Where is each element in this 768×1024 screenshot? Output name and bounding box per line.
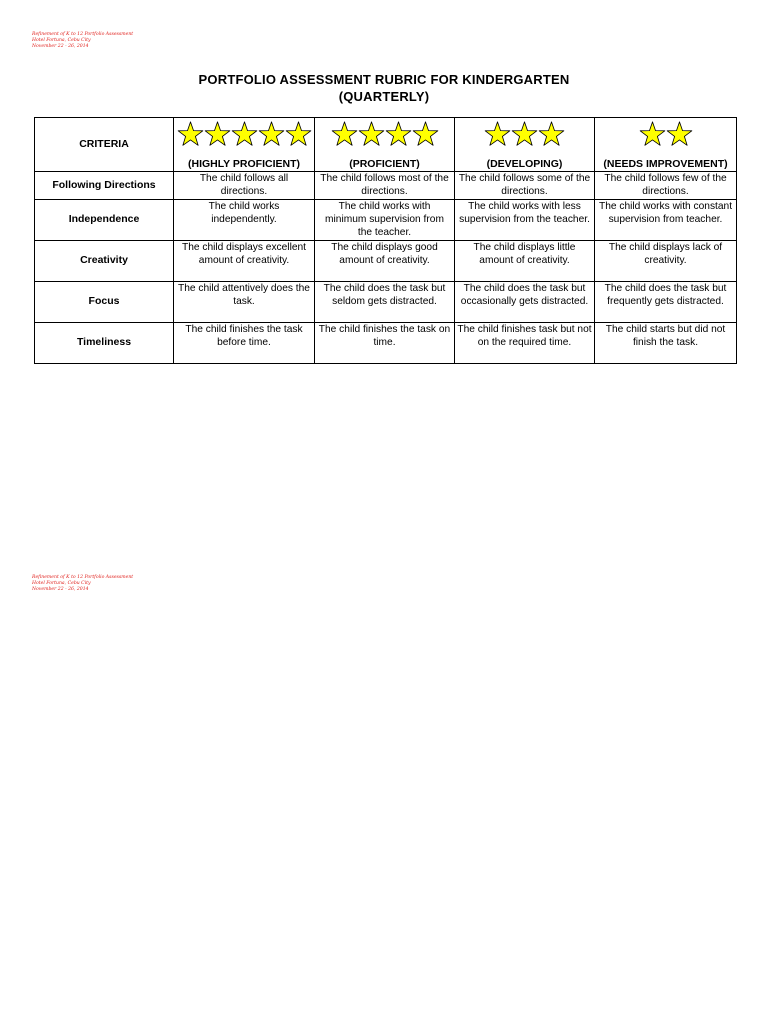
rubric-cell: The child does the task but frequently gets distracted. bbox=[595, 281, 737, 322]
criterion-label: Independence bbox=[35, 199, 174, 240]
star-icon bbox=[639, 119, 666, 149]
handwritten-note-line: Refinement of K to 12 Portfolio Assessment bbox=[32, 32, 134, 37]
level-header bbox=[315, 118, 455, 172]
rubric-cell: The child does the task but seldom gets distracted. bbox=[315, 281, 455, 322]
star-icon bbox=[177, 119, 204, 149]
star-icon bbox=[484, 119, 511, 149]
rubric-cell: The child works with minimum supervision from the teacher. bbox=[315, 199, 455, 240]
rubric-row bbox=[35, 322, 737, 363]
level-label: (HIGHLY PROFICIENT) bbox=[187, 158, 300, 170]
handwritten-note-line: November 22 - 26, 2014 bbox=[32, 43, 89, 49]
star-rating bbox=[176, 119, 312, 151]
rubric-cell: The child finishes the task on time. bbox=[315, 322, 455, 363]
rubric-cell: The child displays good amount of creativity. bbox=[315, 240, 455, 281]
rubric-row bbox=[35, 281, 737, 322]
rubric-cell: The child works with constant supervision from teacher. bbox=[595, 199, 737, 240]
rubric-table bbox=[34, 117, 737, 364]
criterion-label: Following Directions bbox=[35, 172, 174, 200]
rubric-row bbox=[35, 240, 737, 281]
star-icon bbox=[511, 119, 538, 149]
rubric-cell: The child displays little amount of creativity. bbox=[455, 240, 595, 281]
rubric-row bbox=[35, 199, 737, 240]
level-label: (NEEDS IMPROVEMENT) bbox=[603, 158, 728, 170]
star-icon bbox=[285, 119, 312, 149]
rubric-cell: The child does the task but occasionally gets distracted. bbox=[455, 281, 595, 322]
star-icon bbox=[231, 119, 258, 149]
handwritten-note-top bbox=[32, 32, 133, 49]
title-line-2: (QUARTERLY) bbox=[338, 89, 430, 104]
rubric-row bbox=[35, 172, 737, 200]
rubric-cell: The child follows some of the directions. bbox=[455, 172, 595, 200]
rubric-cell: The child works with less supervision from the teacher. bbox=[455, 199, 595, 240]
rubric-cell: The child follows most of the directions. bbox=[315, 172, 455, 200]
level-header bbox=[595, 118, 737, 172]
level-label: (PROFICIENT) bbox=[349, 158, 420, 170]
level-label: (DEVELOPING) bbox=[486, 158, 563, 170]
rubric-cell: The child starts but did not finish the task. bbox=[595, 322, 737, 363]
star-rating bbox=[597, 119, 734, 151]
handwritten-note-line: Hotel Fortuna, Cebu City bbox=[32, 37, 91, 43]
criteria-header: CRITERIA bbox=[35, 118, 174, 172]
title-line-1: PORTFOLIO ASSESSMENT RUBRIC FOR KINDERGARTEN bbox=[198, 72, 570, 87]
level-header bbox=[455, 118, 595, 172]
rubric-cell: The child finishes the task before time. bbox=[174, 322, 315, 363]
star-icon bbox=[385, 119, 412, 149]
criterion-label: Creativity bbox=[35, 240, 174, 281]
rubric-header-row bbox=[35, 118, 737, 172]
handwritten-note-bottom bbox=[32, 575, 133, 592]
star-icon bbox=[412, 119, 439, 149]
level-header bbox=[174, 118, 315, 172]
star-icon bbox=[358, 119, 385, 149]
handwritten-note-line: Hotel Fortuna, Cebu City bbox=[32, 580, 91, 586]
rubric-cell: The child attentively does the task. bbox=[174, 281, 315, 322]
criterion-label: Timeliness bbox=[35, 322, 174, 363]
rubric-cell: The child displays lack of creativity. bbox=[595, 240, 737, 281]
rubric-cell: The child follows all directions. bbox=[174, 172, 315, 200]
handwritten-note-line: November 22 - 26, 2014 bbox=[32, 586, 89, 592]
star-icon bbox=[204, 119, 231, 149]
star-icon bbox=[258, 119, 285, 149]
criterion-label: Focus bbox=[35, 281, 174, 322]
star-icon bbox=[331, 119, 358, 149]
star-rating bbox=[317, 119, 452, 151]
star-rating bbox=[457, 119, 592, 151]
rubric-cell: The child follows few of the directions. bbox=[595, 172, 737, 200]
rubric-cell: The child works independently. bbox=[174, 199, 315, 240]
page-title bbox=[0, 71, 768, 105]
star-icon bbox=[666, 119, 693, 149]
rubric-cell: The child finishes task but not on the required time. bbox=[455, 322, 595, 363]
handwritten-note-line: Refinement of K to 12 Portfolio Assessment bbox=[32, 575, 134, 580]
rubric-cell: The child displays excellent amount of creativity. bbox=[174, 240, 315, 281]
star-icon bbox=[538, 119, 565, 149]
